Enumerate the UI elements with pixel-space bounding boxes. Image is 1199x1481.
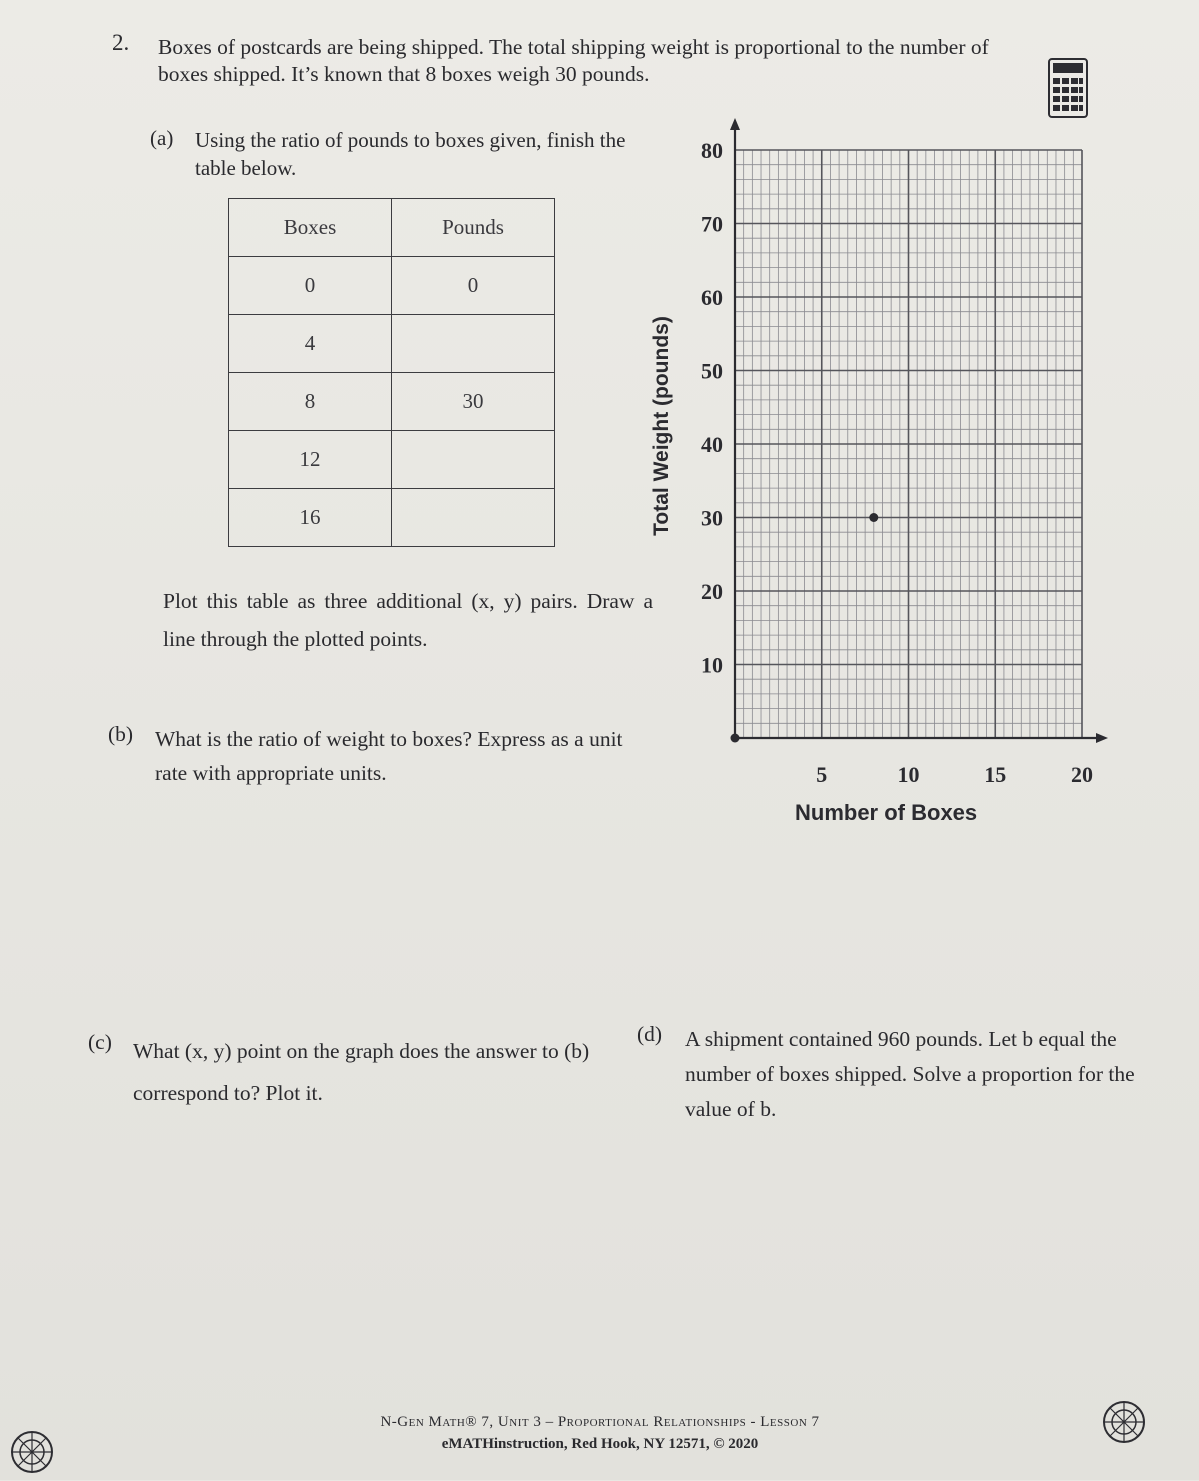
y-axis-arrow <box>730 118 740 130</box>
table-cell-boxes: 0 <box>229 257 392 315</box>
question-intro: Boxes of postcards are being shipped. The total shipping weight is proportional to the number of boxes shipped. It’s known that 8 boxes weigh 30 pounds. <box>158 35 989 86</box>
part-a-label: (a) <box>150 126 174 150</box>
x-tick-label: 15 <box>984 762 1007 787</box>
y-tick-label: 10 <box>701 652 723 678</box>
footer-course-line: N-Gen Math® 7, Unit 3 – Proportional Relationships - Lesson 7 <box>380 1414 820 1430</box>
y-tick-label: 70 <box>701 211 723 237</box>
table-cell-boxes: 4 <box>229 315 392 373</box>
table-cell-pounds[interactable]: 30 <box>392 373 555 431</box>
y-tick-label: 80 <box>701 138 723 163</box>
part-d-label: (d) <box>637 1022 663 1046</box>
table-header-boxes: Boxes <box>229 199 392 257</box>
emathinstruction-logo-icon <box>8 1428 56 1476</box>
part-c-label: (c) <box>88 1030 112 1054</box>
part-d-text: A shipment contained 960 pounds. Let b equal the number of boxes shipped. Solve a proportion for the value of b. <box>685 1027 1135 1121</box>
y-tick-label: 50 <box>701 358 723 384</box>
question-number: 2. <box>112 30 130 55</box>
y-axis-label: Total Weight (pounds) <box>650 316 673 536</box>
data-point <box>731 734 740 743</box>
data-point <box>869 513 878 522</box>
part-c-text: What (x, y) point on the graph does the answer to (b) correspond to? Plot it. <box>133 1039 590 1105</box>
y-tick-label: 30 <box>701 505 723 531</box>
table-header-pounds: Pounds <box>392 199 555 257</box>
x-axis-arrow <box>1096 733 1108 743</box>
x-tick-label: 20 <box>1071 762 1093 787</box>
x-tick-label: 10 <box>897 762 920 787</box>
plot-instruction: Plot this table as three additional (x, y) pairs. Draw a line through the plotted points. <box>163 589 653 651</box>
x-axis-label: Number of Boxes <box>795 800 978 825</box>
x-tick-label: 5 <box>816 762 828 787</box>
y-tick-label: 20 <box>701 579 723 604</box>
part-a-text: Using the ratio of pounds to boxes given, finish the table below. <box>195 128 626 180</box>
footer-publisher-line: eMATHinstruction, Red Hook, NY 12571, © 2020 <box>441 1436 759 1452</box>
part-b-label: (b) <box>108 722 134 746</box>
y-tick-label: 60 <box>701 285 723 310</box>
table-cell-boxes: 16 <box>229 489 392 547</box>
part-b-text: What is the ratio of weight to boxes? Express as a unit rate with appropriate units. <box>155 727 623 785</box>
y-tick-label: 40 <box>701 432 723 457</box>
emathinstruction-logo-icon <box>1100 1398 1148 1446</box>
table-cell-pounds[interactable]: 0 <box>392 257 555 315</box>
table-cell-boxes: 8 <box>229 373 392 431</box>
tick-labels <box>701 138 1093 787</box>
table-cell-boxes: 12 <box>229 431 392 489</box>
